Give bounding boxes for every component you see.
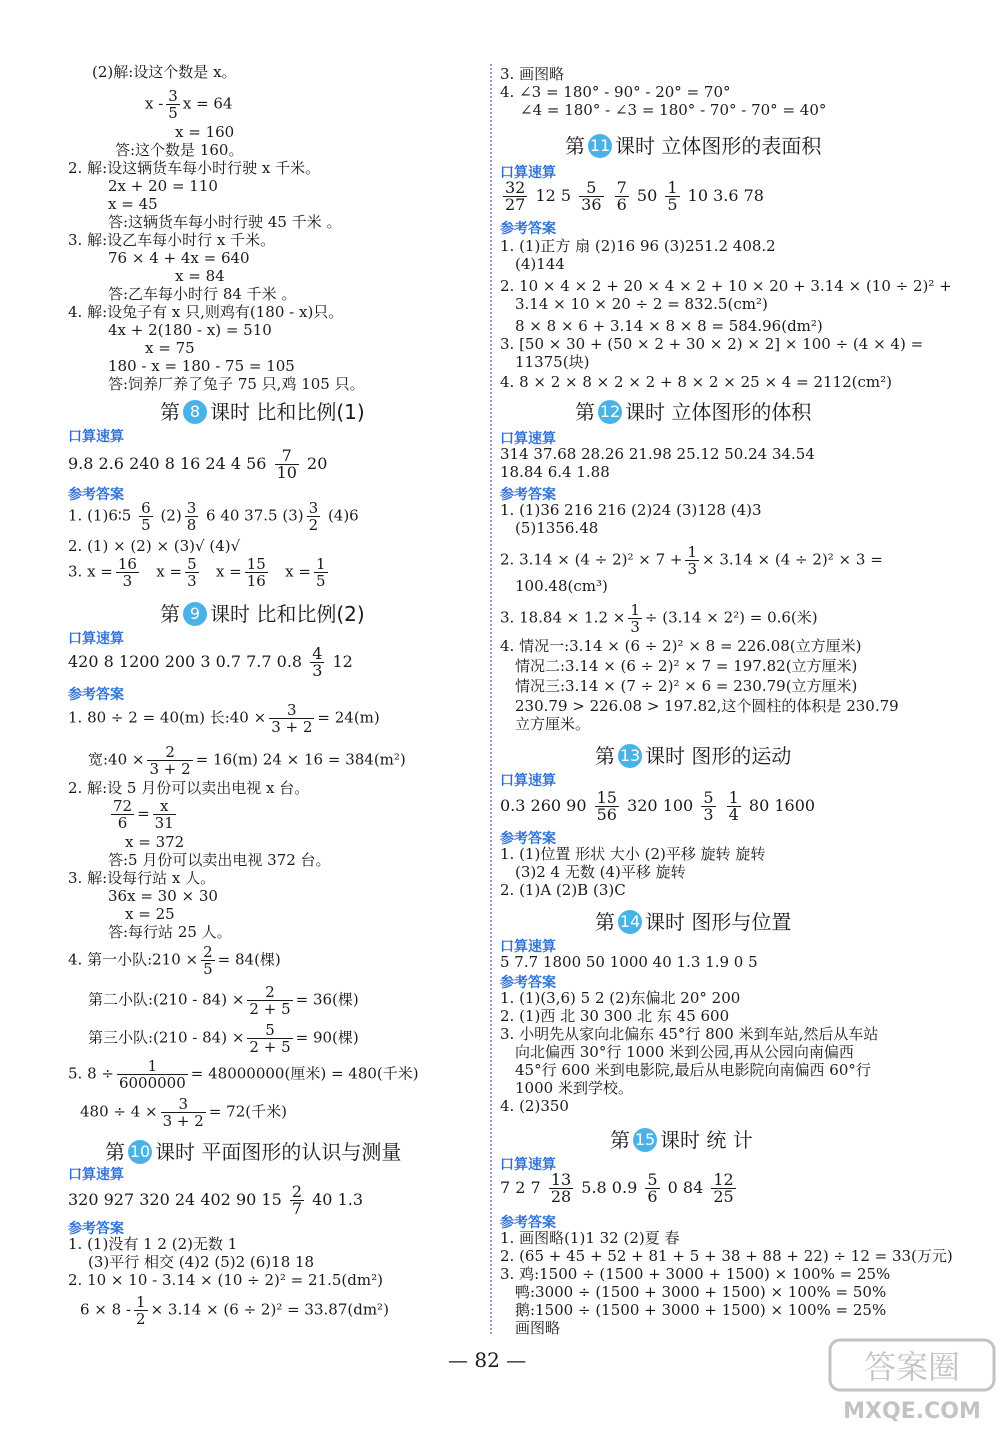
- watermark-logo: [828, 1338, 996, 1426]
- answer-line: 答:这个数是 160。: [115, 141, 244, 159]
- oral-calc-label: 口算速算: [500, 1157, 556, 1173]
- answer-line: 1. (1)没有 1 2 (2)无数 1: [68, 1235, 238, 1253]
- lesson-number-badge: 15: [633, 1128, 657, 1152]
- oral-calc-label: 口算速算: [68, 429, 124, 445]
- answer-key-label: 参考答案: [68, 487, 124, 503]
- column-divider: [490, 64, 492, 1334]
- answer-line: 480 ÷ 4 × $\frac{3}{3 + 2}$ = 72(千米): [80, 1095, 287, 1130]
- lesson-13-heading: 第 13 课时 图形的运动: [595, 744, 792, 768]
- answer-key-label: 参考答案: [500, 1215, 556, 1231]
- lesson-12-heading: 第 12 课时 立体图形的体积: [575, 400, 812, 424]
- answer-key-label: 参考答案: [500, 221, 556, 237]
- lesson-number-badge: 11: [588, 134, 612, 158]
- answer-line: 4. 8 × 2 × 8 × 2 × 2 + 8 × 2 × 25 × 4 = 2112(cm²): [500, 373, 892, 391]
- answer-line: (2)解:设这个数是 x。: [92, 63, 237, 81]
- answer-line: 2. (1) × (2) × (3)√ (4)√: [68, 537, 241, 555]
- answer-line: 2. 3.14 × (4 ÷ 2)² × 7 + $\frac{1}{3}$ × 3.14 × (4 ÷ 2)² × 3 =: [500, 543, 883, 578]
- answer-key-label: 参考答案: [500, 975, 556, 991]
- answer-line: 1. (1)36 216 216 (2)24 (3)128 (4)3: [500, 501, 762, 519]
- answer-line: 4. ∠3 = 180° - 90° - 20° = 70°: [500, 83, 731, 101]
- lesson-number-badge: 14: [618, 910, 642, 934]
- lesson-8-heading: 第 8 课时 比和比例(1): [160, 400, 365, 424]
- oral-calc-label: 口算速算: [500, 939, 556, 955]
- oral-calc-answers: 420 8 1200 200 3 0.7 7.7 0.8 $\frac{4}{3}$ 12: [68, 644, 353, 680]
- answer-line: 3. [50 × 30 + (50 × 2 + 30 × 2) × 2] × 100 ÷ (4 × 4) =: [500, 335, 924, 353]
- answer-line: (3)2 4 无数 (4)平移 旋转: [515, 863, 686, 881]
- oral-calc-answers: 9.8 2.6 240 8 16 24 4 56 $\frac{7}{10}$ 20: [68, 446, 328, 482]
- answer-line: 2. 解:设 5 月份可以卖出电视 x 台。: [68, 779, 310, 797]
- oral-calc-label: 口算速算: [500, 165, 556, 181]
- answer-line: 情况三:3.14 × (7 ÷ 2)² × 6 = 230.79(立方厘米): [515, 677, 858, 695]
- oral-calc-label: 口算速算: [500, 431, 556, 447]
- answer-line: 鸭:3000 ÷ (1500 + 3000 + 1500) × 100% = 50%: [515, 1283, 887, 1301]
- answer-line: x = 25: [125, 905, 175, 923]
- answer-line: 8 × 8 × 6 + 3.14 × 8 × 8 = 584.96(dm²): [515, 317, 823, 335]
- answer-line: 76 × 4 + 4x = 640: [108, 249, 250, 267]
- answer-line: 2. 10 × 10 - 3.14 × (10 ÷ 2)² = 21.5(dm²): [68, 1271, 383, 1289]
- oral-calc-answers: 0.3 260 90 $\frac{15}{56}$ 320 100 $\frac{5}{3}$ $\frac{1}{4}$ 80 1600: [500, 788, 816, 824]
- answer-line: 2. 10 × 4 × 2 + 20 × 4 × 2 + 10 × 20 + 3.14 × (10 ÷ 2)² +: [500, 277, 952, 295]
- lesson-14-heading: 第 14 课时 图形与位置: [595, 910, 792, 934]
- answer-line: 1000 米到学校。: [515, 1079, 633, 1097]
- answer-line: ∠4 = 180° - ∠3 = 180° - 70° - 70° = 40°: [520, 101, 827, 119]
- answer-line: 3. x = $\frac{16}{3}$ x = $\frac{5}{3}$ x = $\frac{15}{16}$ x = $\frac{1}{5}$: [68, 555, 326, 590]
- answer-line: 2. (1)A (2)B (3)C: [500, 881, 626, 899]
- answer-line: 3. 鸡:1500 ÷ (1500 + 3000 + 1500) × 100% = 25%: [500, 1265, 891, 1283]
- answer-line: 1. (1)6∶5 $\frac{6}{5}$ (2) $\frac{3}{8}$ 6 40 37.5 (3) $\frac{3}{2}$ (4)6: [68, 499, 359, 534]
- lesson-number-badge: 10: [128, 1140, 152, 1164]
- answer-line: x = 372: [125, 833, 185, 851]
- answer-line: 答:5 月份可以卖出电视 372 台。: [108, 851, 331, 869]
- answer-line: 36x = 30 × 30: [108, 887, 218, 905]
- svg-text:MXQE.COM: MXQE.COM: [843, 1399, 981, 1424]
- answer-line: 4. 第一小队:210 × $\frac{2}{5}$ = 84(棵): [68, 943, 281, 978]
- oral-calc-answers: $\frac{32}{27}$ 12 5 $\frac{5}{36}$ $\frac{7}{6}$ 50 $\frac{1}{5}$ 10 3.6 78: [505, 178, 764, 214]
- answer-line: 答:饲养厂养了兔子 75 只,鸡 105 只。: [108, 375, 365, 393]
- answer-line: 1. 画图略(1)1 32 (2)夏 春: [500, 1229, 680, 1247]
- answer-line: 2. (65 + 45 + 52 + 81 + 5 + 38 + 88 + 22) ÷ 12 = 33(万元): [500, 1247, 953, 1265]
- oral-calc-answers: 320 927 320 24 402 90 15 $\frac{2}{7}$ 40 1.3: [68, 1182, 364, 1218]
- answer-line: 3. 18.84 × 1.2 × $\frac{1}{3}$ ÷ (3.14 × 2²) = 0.6(米): [500, 601, 818, 636]
- answer-line: 3. 小明先从家向北偏东 45°行 800 米到车站,然后从车站: [500, 1025, 879, 1043]
- answer-line: 答:乙车每小时行 84 千米 。: [108, 285, 297, 303]
- answer-line: 3.14 × 10 × 20 ÷ 2 = 832.5(cm²): [515, 295, 768, 313]
- answer-line: $\frac{72}{6}$ = $\frac{x}{31}$: [113, 797, 174, 832]
- answer-line: 2x + 20 = 110: [108, 177, 218, 195]
- svg-text:答案圈: 答案圈: [863, 1348, 961, 1386]
- lesson-number-badge: 13: [618, 744, 642, 768]
- answer-line: 答:每行站 25 人。: [108, 923, 232, 941]
- answer-line: 第二小队:(210 - 84) × $\frac{2}{2 + 5}$ = 36(棵): [88, 983, 359, 1018]
- answer-line: 100.48(cm³): [515, 577, 608, 595]
- lesson-10-heading: 第 10 课时 平面图形的认识与测量: [105, 1140, 402, 1164]
- lesson-15-heading: 第 15 课时 统 计: [610, 1128, 753, 1152]
- answer-line: 4. 解:设兔子有 x 只,则鸡有(180 - x)只。: [68, 303, 344, 321]
- lesson-number-badge: 9: [183, 602, 207, 626]
- answer-line: 1. (1)(3,6) 5 2 (2)东偏北 20° 200: [500, 989, 741, 1007]
- fraction: $\frac{3}{5}$: [168, 87, 178, 122]
- answer-line: 向北偏西 30°行 1000 米到公园,再从公园向南偏西: [515, 1043, 854, 1061]
- answer-line: 鹅:1500 ÷ (1500 + 3000 + 1500) × 100% = 25%: [515, 1301, 887, 1319]
- answer-line: 答:这辆货车每小时行驶 45 千米 。: [108, 213, 342, 231]
- answer-line: 6 × 8 - $\frac{1}{2}$ × 3.14 × (6 ÷ 2)² = 33.87(dm²): [80, 1293, 389, 1328]
- lesson-number-badge: 12: [598, 400, 622, 424]
- answer-key-label: 参考答案: [500, 487, 556, 503]
- answer-line: 1. (1)位置 形状 大小 (2)平移 旋转 旋转: [500, 845, 766, 863]
- answer-line: 3. 解:设乙车每小时行 x 千米。: [68, 231, 276, 249]
- answer-line: 4x + 2(180 - x) = 510: [108, 321, 272, 339]
- answer-key-label: 参考答案: [68, 1221, 124, 1237]
- answer-line: 4. (2)350: [500, 1097, 569, 1115]
- answer-line: x = 160: [175, 123, 235, 141]
- oral-calc-answers: 18.84 6.4 1.88: [500, 463, 610, 481]
- oral-calc-answers: 7 2 7 $\frac{13}{28}$ 5.8 0.9 $\frac{5}{6}$ 0 84 $\frac{12}{25}$: [500, 1170, 734, 1206]
- answer-line: 1. (1)正方 扇 (2)16 96 (3)251.2 408.2: [500, 237, 776, 255]
- answer-key-label: 参考答案: [68, 687, 124, 703]
- answer-line: x = 75: [145, 339, 195, 357]
- answer-line: 2. (1)西 北 30 300 北 东 45 600: [500, 1007, 730, 1025]
- oral-calc-label: 口算速算: [68, 631, 124, 647]
- answer-line: 5. 8 ÷ $\frac{1}{6000000}$ = 48000000(厘米) = 480(千米): [68, 1057, 419, 1092]
- lesson-number-badge: 8: [183, 400, 207, 424]
- answer-line: 2. 解:设这辆货车每小时行驶 x 千米。: [68, 159, 321, 177]
- oral-calc-label: 口算速算: [68, 1167, 124, 1183]
- equation-line: x - $\frac{3}{5}$ x = 64: [145, 87, 233, 122]
- answer-line: 3. 解:设每行站 x 人。: [68, 869, 216, 887]
- page-number: — 82 —: [448, 1348, 527, 1372]
- answer-line: 第三小队:(210 - 84) × $\frac{5}{2 + 5}$ = 90(棵): [88, 1021, 359, 1056]
- oral-calc-label: 口算速算: [500, 773, 556, 789]
- answer-line: 3. 画图略: [500, 65, 565, 83]
- answer-line: x = 45: [108, 195, 158, 213]
- answer-line: (3)平行 相交 (4)2 (5)2 (6)18 18: [88, 1253, 315, 1271]
- answer-line: 立方厘米。: [515, 715, 591, 733]
- oral-calc-answers: 5 7.7 1800 50 1000 40 1.3 1.9 0 5: [500, 953, 758, 971]
- answer-line: 4. 情况一:3.14 × (6 ÷ 2)² × 8 = 226.08(立方厘米): [500, 637, 862, 655]
- answer-line: 1. 80 ÷ 2 = 40(m) 长:40 × $\frac{3}{3 + 2}$ = 24(m): [68, 701, 380, 736]
- answer-line: 45°行 600 米到电影院,最后从电影院向南偏西 60°行: [515, 1061, 871, 1079]
- answer-line: 180 - x = 180 - 75 = 105: [108, 357, 295, 375]
- oral-calc-answers: 314 37.68 28.26 21.98 25.12 50.24 34.54: [500, 445, 815, 463]
- answer-line: 情况二:3.14 × (6 ÷ 2)² × 7 = 197.82(立方厘米): [515, 657, 858, 675]
- answer-line: (5)1356.48: [515, 519, 599, 537]
- answer-line: x = 84: [175, 267, 225, 285]
- answer-line: (4)144: [515, 255, 565, 273]
- lesson-11-heading: 第 11 课时 立体图形的表面积: [565, 134, 822, 158]
- answer-line: 画图略: [515, 1319, 561, 1337]
- answer-line: 宽:40 × $\frac{2}{3 + 2}$ = 16(m) 24 × 16 = 384(m²): [88, 743, 406, 778]
- answer-line: 230.79 > 226.08 > 197.82,这个圆柱的体积是 230.79: [515, 697, 899, 715]
- answer-key-label: 参考答案: [500, 831, 556, 847]
- answer-line: 11375(块): [515, 353, 590, 371]
- lesson-9-heading: 第 9 课时 比和比例(2): [160, 602, 365, 626]
